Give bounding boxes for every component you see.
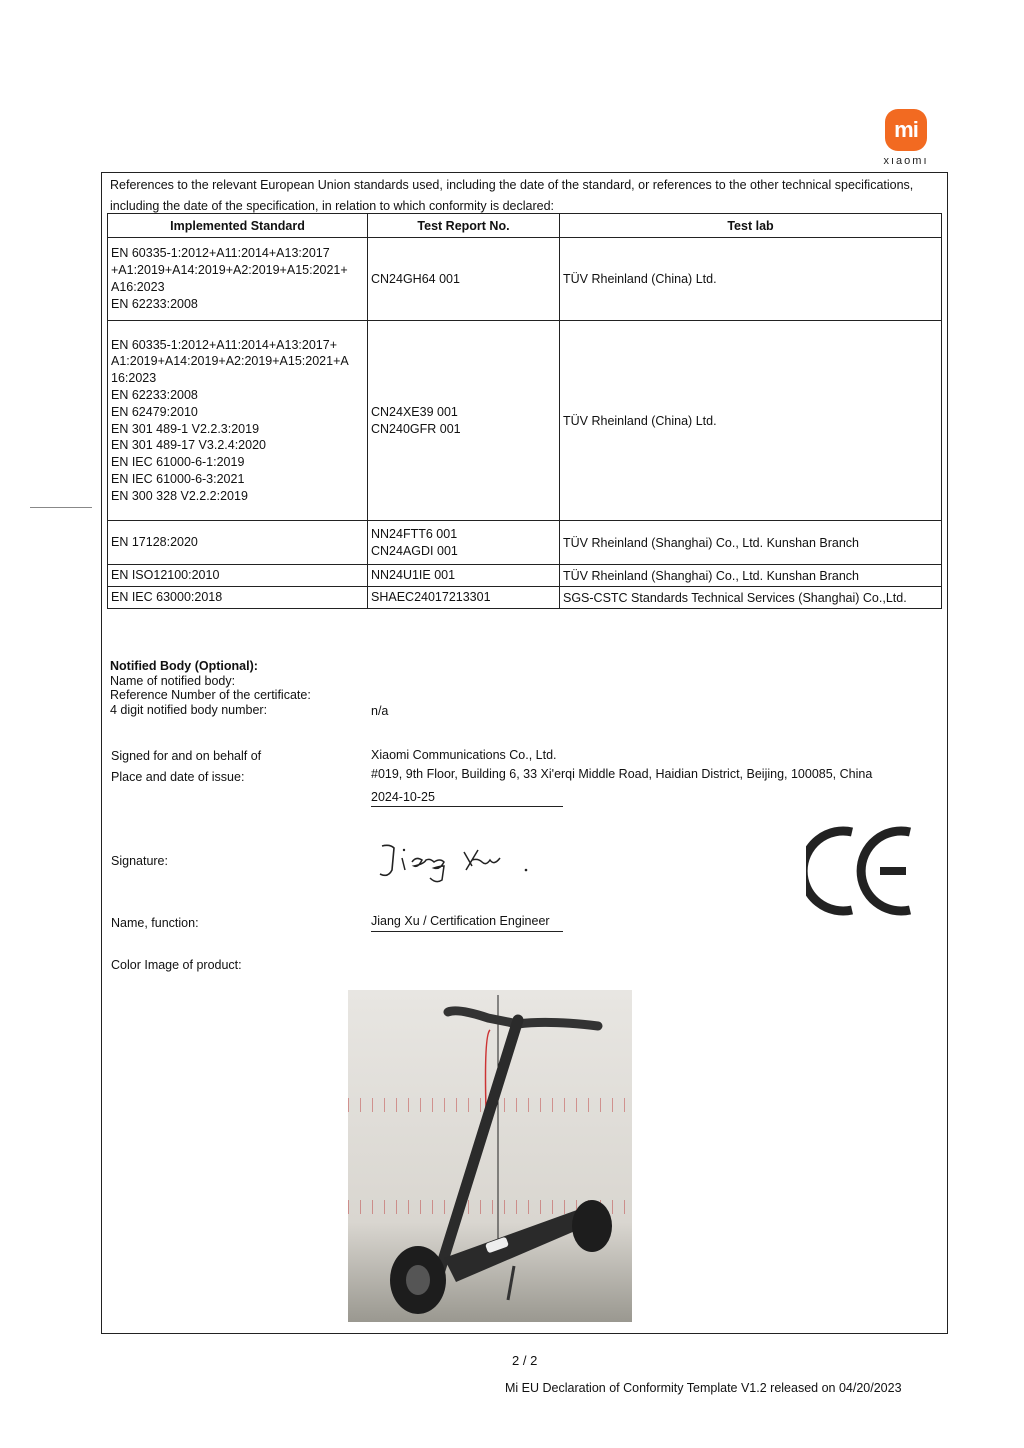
standard-line: EN 301 489-17 V3.2.4:2020	[111, 438, 266, 453]
notified-body-block	[110, 659, 311, 717]
ce-mark-icon	[806, 826, 916, 916]
notified-body-heading: Notified Body (Optional):	[110, 659, 258, 673]
table-row	[108, 238, 942, 321]
signature-drawing	[368, 836, 558, 886]
report-cell	[368, 565, 560, 587]
name-function-label: Name, function:	[111, 916, 199, 930]
lab-cell: TÜV Rheinland (China) Ltd.	[560, 321, 942, 521]
lab-cell: SGS-CSTC Standards Technical Services (Shanghai) Co.,Ltd.	[560, 587, 942, 609]
standard-line: EN 62479:2010	[111, 404, 198, 419]
standard-line: EN IEC 61000-6-3:2021	[111, 471, 245, 486]
lab-cell: TÜV Rheinland (China) Ltd.	[560, 238, 942, 321]
lab-cell: TÜV Rheinland (Shanghai) Co., Ltd. Kunshan Branch	[560, 565, 942, 587]
table-header-row	[108, 214, 942, 238]
issue-date: 2024-10-25	[371, 790, 563, 807]
logo-wordmark: xıaomı	[883, 155, 929, 167]
report-number: NN24FTT6 001	[371, 526, 458, 541]
product-photo	[348, 990, 632, 1322]
standards-cell	[108, 321, 368, 521]
report-cell	[368, 521, 560, 565]
standards-cell	[108, 238, 368, 321]
table-row	[108, 587, 942, 609]
standards-cell	[108, 587, 368, 609]
standard-line: EN ISO12100:2010	[111, 568, 220, 583]
report-number: NN24U1IE 001	[371, 568, 456, 583]
standard-line: EN 60335-1:2012+A11:2014+A13:2017+	[111, 337, 338, 352]
standards-table	[107, 213, 942, 609]
report-cell	[368, 587, 560, 609]
notified-body-name-label: Name of notified body:	[110, 673, 236, 688]
notified-body-value: n/a	[371, 704, 389, 718]
scooter-illustration	[348, 990, 632, 1322]
standard-line: A1:2019+A14:2019+A2:2019+A15:2021+A	[111, 354, 349, 369]
ce-mark-text	[806, 826, 807, 827]
report-number: SHAEC24017213301	[371, 590, 491, 605]
xiaomi-logo	[878, 109, 934, 167]
standard-line: EN 300 328 V2.2.2:2019	[111, 488, 248, 503]
table-row	[108, 521, 942, 565]
ce-mark	[806, 826, 916, 916]
standard-line: EN 62233:2008	[111, 387, 198, 402]
lab-cell: TÜV Rheinland (Shanghai) Co., Ltd. Kunshan Branch	[560, 521, 942, 565]
table-row	[108, 565, 942, 587]
report-number: CN24XE39 001	[371, 404, 458, 419]
standard-line: EN 62233:2008	[111, 296, 198, 311]
header-implemented-standard: Implemented Standard	[108, 214, 368, 238]
report-number: CN24AGDI 001	[371, 543, 458, 558]
standard-line: EN 17128:2020	[111, 535, 198, 550]
signature-label: Signature:	[111, 854, 168, 868]
header-test-report-no: Test Report No.	[368, 214, 560, 238]
handwritten-signature	[368, 836, 558, 886]
standards-cell	[108, 565, 368, 587]
signed-for-label: Signed for and on behalf of	[111, 749, 262, 763]
table-row	[108, 321, 942, 521]
report-cell	[368, 321, 560, 521]
standard-line: EN 60335-1:2012+A11:2014+A13:2017	[111, 246, 330, 261]
certificate-reference-label: Reference Number of the certificate:	[110, 688, 311, 702]
place-address: #019, 9th Floor, Building 6, 33 Xi'erqi Middle Road, Haidian District, Beijing, 100085, China	[371, 767, 873, 781]
standard-line: 16:2023	[111, 371, 157, 386]
notified-body-number-label: 4 digit notified body number:	[110, 702, 268, 717]
standard-line: A16:2023	[111, 280, 165, 294]
margin-mark	[30, 507, 92, 508]
report-number: CN24GH64 001	[371, 271, 460, 286]
place-date-label: Place and date of issue:	[111, 770, 245, 784]
report-number: CN240GFR 001	[371, 421, 461, 436]
report-cell	[368, 238, 560, 321]
standard-line: EN 301 489-1 V2.2.3:2019	[111, 421, 260, 436]
template-version-note: Mi EU Declaration of Conformity Template V1.2 released on 04/20/2023	[505, 1381, 902, 1395]
header-test-lab: Test lab	[560, 214, 942, 238]
intro-text: References to the relevant European Union standards used, including the date of the standard, or references to the other technical specifications, including the date of the specification, in relation to which conformity is declared:	[110, 178, 914, 213]
signed-for-value: Xiaomi Communications Co., Ltd.	[371, 748, 557, 762]
standards-cell	[108, 521, 368, 565]
mi-logo-badge: mi	[885, 109, 927, 151]
name-function-value: Jiang Xu / Certification Engineer	[371, 914, 563, 932]
standard-line: +A1:2019+A14:2019+A2:2019+A15:2021+	[111, 263, 348, 278]
standard-line: EN IEC 61000-6-1:2019	[111, 455, 245, 470]
product-image-label: Color Image of product:	[111, 958, 242, 972]
page-number: 2 / 2	[512, 1353, 538, 1368]
standard-line: EN IEC 63000:2018	[111, 590, 223, 605]
